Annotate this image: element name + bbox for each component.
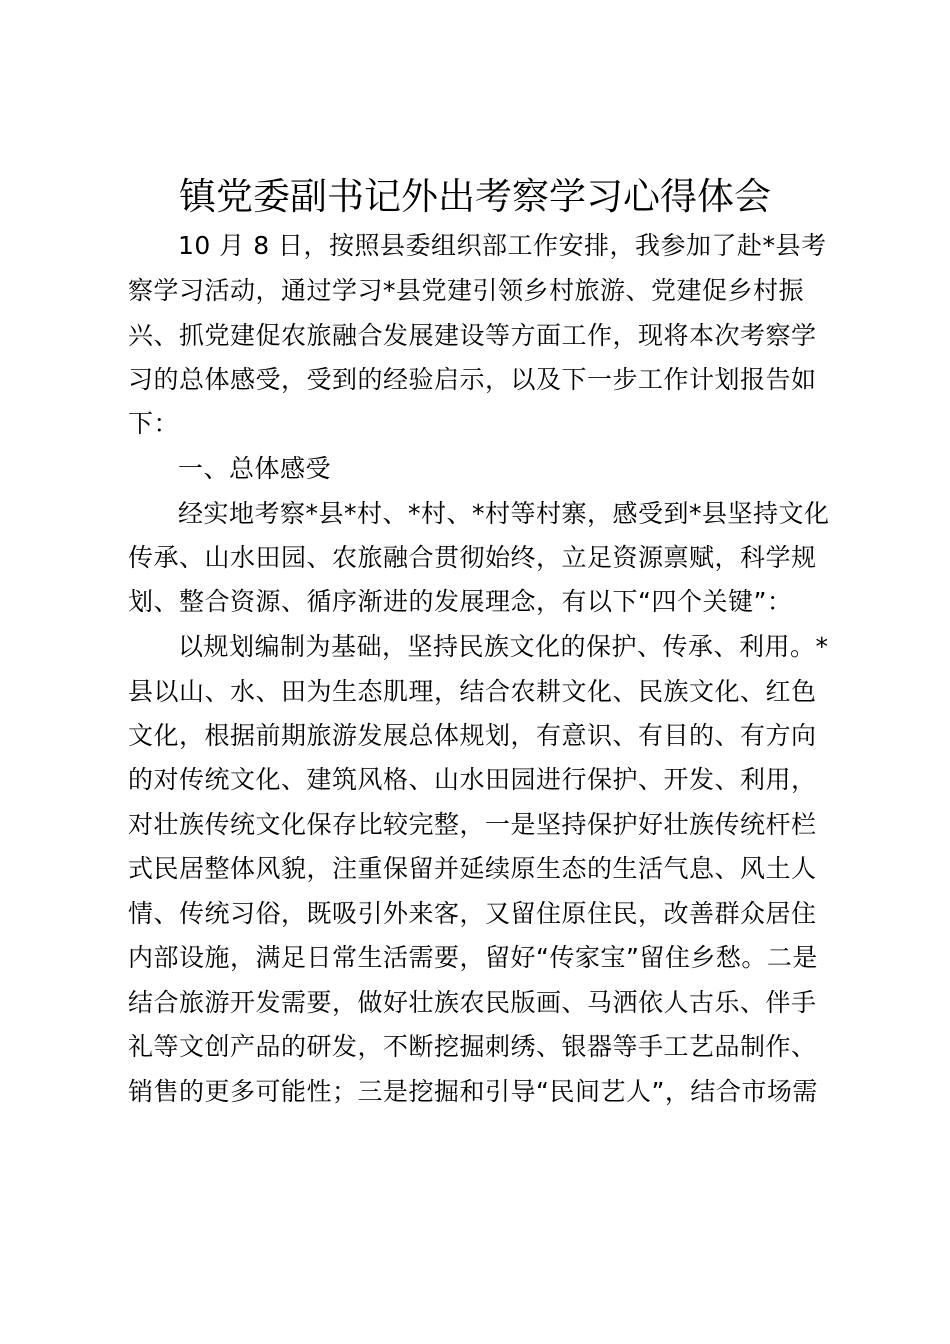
paragraph-line: 销售的更多可能性；三是挖掘和引导“民间艺人”，结合市场需 (128, 1077, 818, 1106)
paragraph-line: 经实地考察*县*村、*村、*村等村寨，感受到*县坚持文化 (178, 499, 830, 528)
document-title: 镇党委副书记外出考察学习心得体会 (179, 175, 771, 218)
paragraph-line: 习的总体感受，受到的经验启示，以及下一步工作计划报告如 (128, 365, 817, 394)
paragraph-line: 式民居整体风貌，注重保留并延续原生态的生活气息、风土人 (128, 854, 817, 883)
paragraph-line: 传承、山水田园、农旅融合贯彻始终，立足资源禀赋，科学规 (128, 543, 817, 572)
paragraph-line: 情、传统习俗，既吸引外来客，又留住原住民，改善群众居住 (128, 899, 817, 928)
paragraph-line: 下： (128, 409, 180, 438)
paragraph-line: 文化，根据前期旅游发展总体规划，有意识、有目的、有方向 (128, 721, 817, 750)
paragraph-line: 划、整合资源、循序渐进的发展理念，有以下“四个关键”： (128, 587, 793, 616)
paragraph-line: 礼等文创产品的研发，不断挖掘刺绣、银器等手工艺品制作、 (128, 1032, 817, 1061)
paragraph-line: 对壮族传统文化保存比较完整，一是坚持保护好壮族传统杆栏 (128, 810, 817, 839)
paragraph-line: 结合旅游开发需要，做好壮族农民版画、马洒依人古乐、伴手 (128, 988, 817, 1017)
paragraph-line: 察学习活动，通过学习*县党建引领乡村旅游、党建促乡村振 (128, 276, 805, 305)
paragraph-line: 内部设施，满足日常生活需要，留好“传家宝”留住乡愁。二是 (128, 943, 818, 972)
paragraph-line: 10 月 8 日，按照县委组织部工作安排，我参加了赴*县考 (178, 231, 827, 260)
paragraph-line: 以规划编制为基础，坚持民族文化的保护、传承、利用。* (178, 632, 829, 661)
paragraph-line: 的对传统文化、建筑风格、山水田园进行保护、开发、利用， (128, 765, 817, 794)
section-heading: 一、总体感受 (178, 454, 332, 483)
paragraph-line: 兴、抓党建促农旅融合发展建设等方面工作，现将本次考察学 (128, 321, 817, 350)
paragraph-line: 县以山、水、田为生态肌理，结合农耕文化、民族文化、红色 (128, 677, 817, 706)
